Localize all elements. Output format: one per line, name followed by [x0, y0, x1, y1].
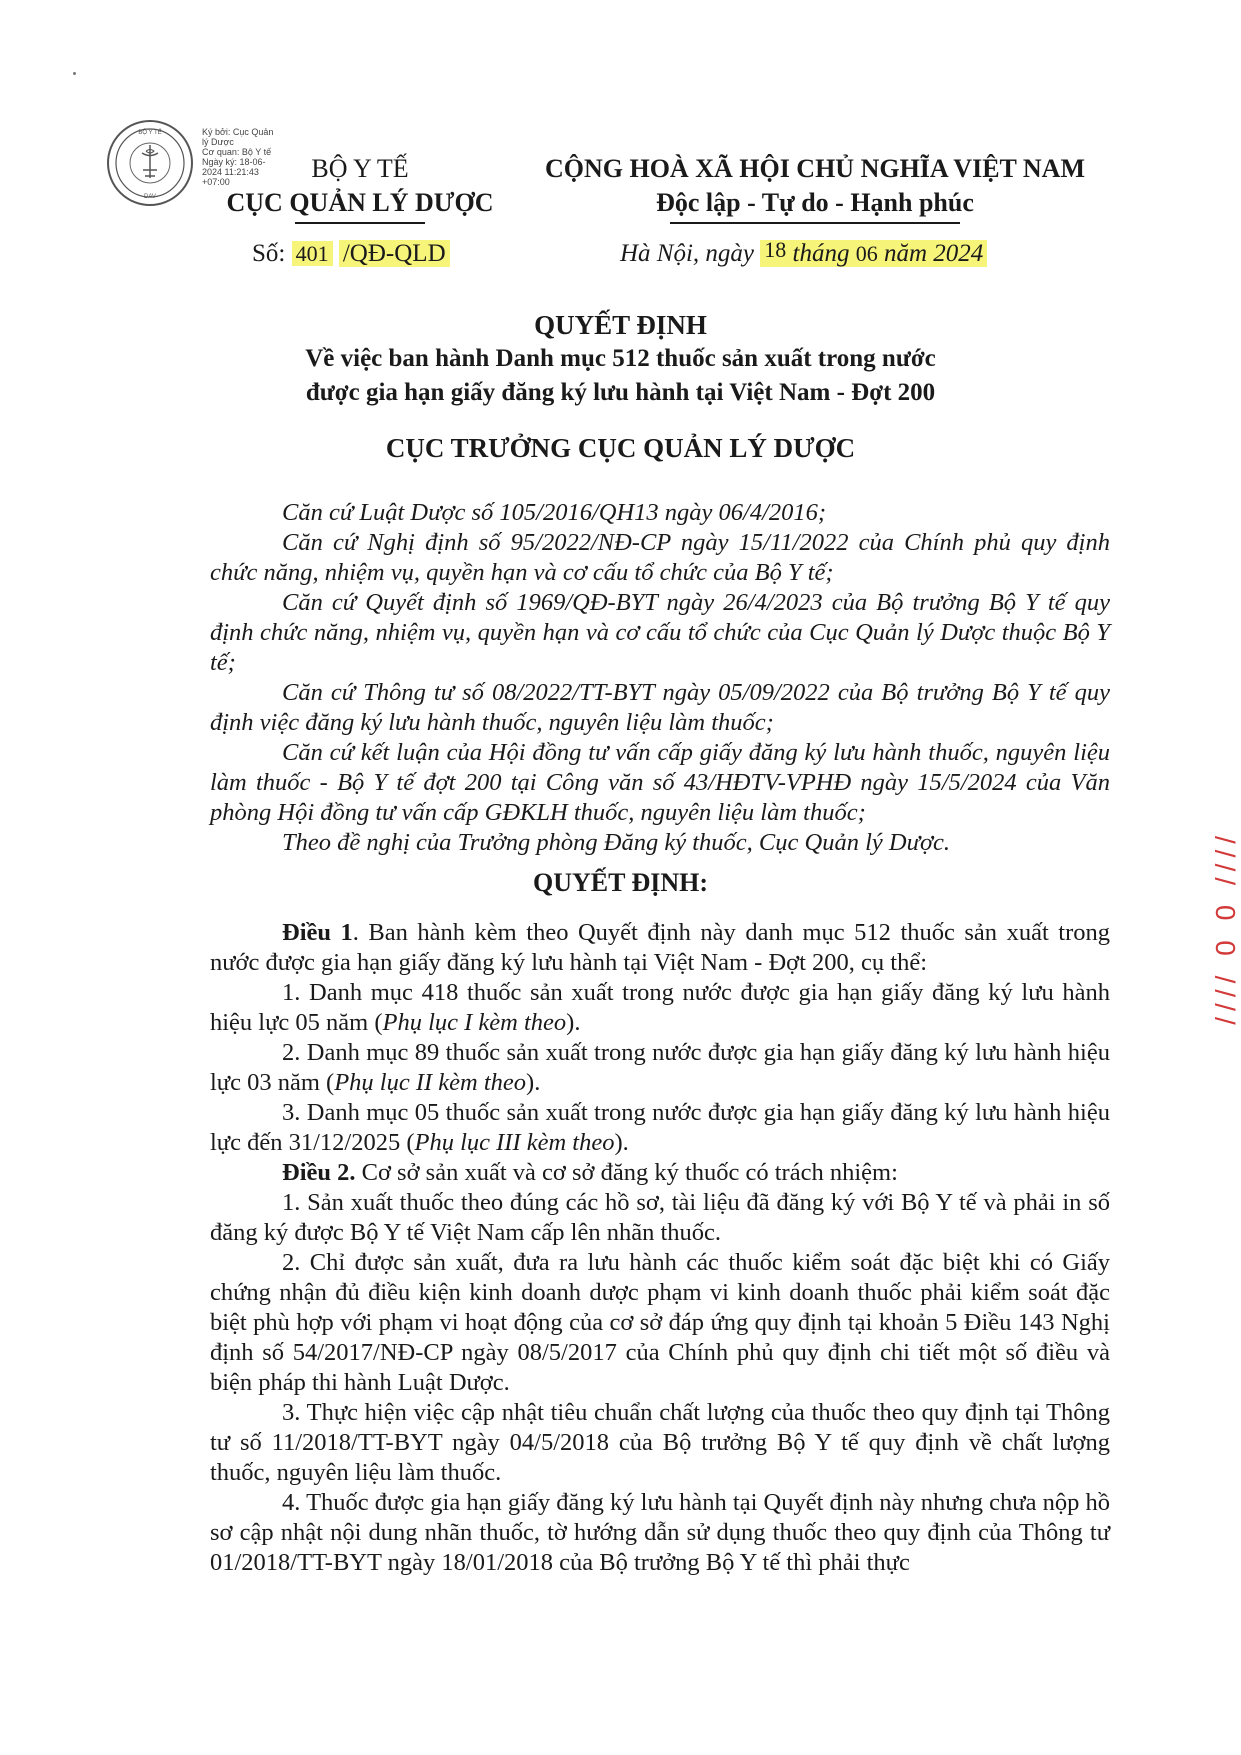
signature-line: Ngày ký: 18-06-: [202, 157, 266, 167]
basis-item: Căn cứ kết luận của Hội đồng tư vấn cấp giấy đăng ký lưu hành thuốc, nguyên liệu làm thuốc - Bộ Y tế đợt 200 tại Công văn số 43/HĐTV-VPHĐ ngày 15/5/2024 của Văn phòng Hội đồng tư vấn cấp GĐKLH thuốc, nguyên liệu làm thuốc;: [210, 739, 1110, 826]
department-name: CỤC QUẢN LÝ DƯỢC: [226, 188, 494, 217]
article-2-item: 4. Thuốc được gia hạn giấy đăng ký lưu hành tại Quyết định này nhưng chưa nộp hồ sơ cập nhật nội dung nhãn thuốc, tờ hướng dẫn sử dụng thuốc theo quy định của Thông tư 01/2018/TT-BYT ngày 18/01/2018 của Bộ trưởng Bộ Y tế thì phải thực: [210, 1489, 1110, 1576]
date-month: 06: [855, 241, 878, 266]
article-1-label: Điều 1: [282, 919, 353, 946]
article-2-intro: [210, 1158, 1110, 1188]
doc-no-prefix: Số:: [252, 240, 286, 267]
item-text: 3. Danh mục 05 thuốc sản xuất trong nước được gia hạn giấy đăng ký lưu hành hiệu lực đến 31/12/2025 (: [210, 1099, 1110, 1156]
article-2-item: 2. Chỉ được sản xuất, đưa ra lưu hành các thuốc kiểm soát đặc biệt khi có Giấy chứng nhận đủ điều kiện kinh doanh dược phạm vi kinh doanh thuốc phải kiểm soát đặc biệt phù hợp với phạm vi hoạt động của cơ sở đáp ứng quy định tại khoản 5 Điều 143 Nghị định số 54/2017/NĐ-CP ngày 08/5/2017 của Chính phủ quy định chi tiết một số điều và biện pháp thi hành Luật Dược.: [210, 1249, 1110, 1396]
annex-ref: Phụ lục III kèm theo: [414, 1129, 615, 1156]
signature-line: Cơ quan: Bộ Y tế: [202, 147, 272, 157]
doc-no-value: 401: [292, 241, 333, 266]
date-month-label: tháng: [792, 240, 850, 267]
date-year: năm 2024: [883, 240, 984, 267]
document-number: [252, 240, 450, 268]
legal-basis: [210, 498, 1110, 858]
issuing-authority-title: CỤC TRƯỞNG CỤC QUẢN LÝ DƯỢC: [385, 433, 856, 463]
ministry-name: BỘ Y TẾ: [311, 154, 409, 183]
article-1-text: . Ban hành kèm theo Quyết định này danh mục 512 thuốc sản xuất trong nước được gia hạn giấy đăng ký lưu hành tại Việt Nam - Đợt 200, cụ thể:: [210, 919, 1110, 976]
basis-item: Căn cứ Quyết định số 1969/QĐ-BYT ngày 26/4/2023 của Bộ trưởng Bộ Y tế quy định chức năng, nhiệm vụ, quyền hạn và cơ cấu tổ chức của Cục Quản lý Dược thuộc Bộ Y tế;: [210, 589, 1110, 676]
item-text: 2. Danh mục 89 thuốc sản xuất trong nước được gia hạn giấy đăng ký lưu hành hiệu lực 03 năm (: [210, 1039, 1110, 1096]
annex-ref: Phụ lục I kèm theo: [382, 1009, 567, 1036]
svg-text:BỘ Y TẾ: BỘ Y TẾ: [138, 130, 162, 136]
signature-line: +07:00: [202, 177, 230, 187]
agency-underline: [295, 222, 425, 224]
item-end: ).: [526, 1069, 541, 1096]
doc-no-suffix: /QĐ-QLD: [339, 240, 450, 267]
article-1-intro: [210, 918, 1110, 978]
motto-underline: [670, 222, 960, 224]
signature-line: Ký bởi: Cục Quản: [202, 127, 274, 137]
agency-seal-stamp: [105, 118, 195, 208]
item-end: ).: [614, 1129, 629, 1156]
svg-text:DAV: DAV: [144, 194, 156, 200]
article-1-item: [210, 1098, 1110, 1158]
motto: Độc lập - Tự do - Hạnh phúc: [656, 188, 974, 217]
article-2-item: 1. Sản xuất thuốc theo đúng các hồ sơ, tài liệu đã đăng ký với Bộ Y tế và phải in số đăng ký được Bộ Y tế Việt Nam cấp lên nhãn thuốc.: [210, 1189, 1110, 1246]
article-1-item: [210, 978, 1110, 1038]
country-name: CỘNG HOÀ XÃ HỘI CHỦ NGHĨA VIỆT NAM: [544, 154, 1086, 183]
document-date: [620, 237, 987, 268]
article-1-item: [210, 1038, 1110, 1098]
article-2-label: Điều 2.: [282, 1159, 356, 1186]
annex-ref: Phụ lục II kèm theo: [334, 1069, 527, 1096]
signature-line: 2024 11:21:43: [202, 167, 259, 177]
basis-item: Căn cứ Nghị định số 95/2022/NĐ-CP ngày 15/11/2022 của Chính phủ quy định chức năng, nhiệm vụ, quyền hạn và cơ cấu tổ chức của Bộ Y tế;: [210, 529, 1110, 586]
basis-item: Theo đề nghị của Trưởng phòng Đăng ký thuốc, Cục Quản lý Dược.: [282, 829, 951, 856]
basis-item: Căn cứ Luật Dược số 105/2016/QH13 ngày 06/4/2016;: [282, 499, 827, 526]
handwritten-margin-note: //// 0 0 ////: [1210, 830, 1241, 1025]
date-day: 18: [764, 237, 787, 262]
signature-line: lý Dược: [202, 137, 234, 147]
subject-line: Về việc ban hành Danh mục 512 thuốc sản xuất trong nước: [305, 345, 936, 372]
articles: [210, 918, 1110, 1578]
date-prefix: Hà Nội, ngày: [620, 240, 755, 267]
article-2-text: Cơ sở sản xuất và cơ sở đăng ký thuốc có trách nhiệm:: [355, 1159, 898, 1186]
scan-dot: [73, 72, 76, 75]
item-end: ).: [566, 1009, 581, 1036]
issuing-agency: [205, 152, 515, 224]
decides-heading: QUYẾT ĐỊNH:: [532, 868, 709, 897]
document-type-title: QUYẾT ĐỊNH: [534, 310, 707, 340]
national-motto: [530, 152, 1100, 224]
subject-line: được gia hạn giấy đăng ký lưu hành tại Việt Nam - Đợt 200: [305, 379, 936, 406]
article-2-item: 3. Thực hiện việc cập nhật tiêu chuẩn chất lượng của thuốc theo quy định tại Thông tư số 11/2018/TT-BYT ngày 04/5/2018 của Bộ trưởng Bộ Y tế quy định về chất lượng thuốc, nguyên liệu làm thuốc.: [210, 1399, 1110, 1486]
item-text: 1. Danh mục 418 thuốc sản xuất trong nước được gia hạn giấy đăng ký lưu hành hiệu lực 05 năm (: [210, 979, 1110, 1036]
basis-item: Căn cứ Thông tư số 08/2022/TT-BYT ngày 05/09/2022 của Bộ trưởng Bộ Y tế quy định việc đăng ký lưu hành thuốc, nguyên liệu làm thuốc;: [210, 679, 1110, 736]
document-subject: [100, 342, 1141, 410]
